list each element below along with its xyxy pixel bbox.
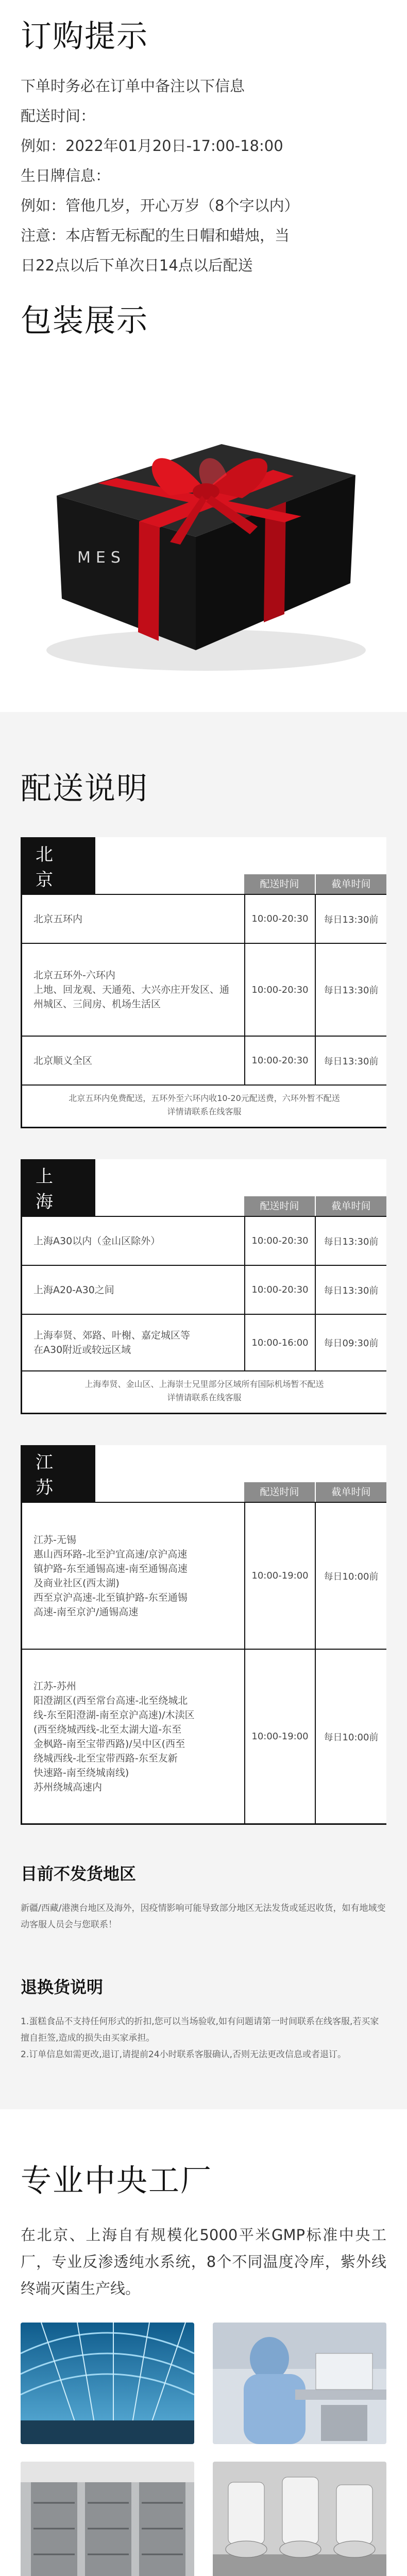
area-cell: 江苏-苏州 阳澄湖区(西至常台高速-北至绕城北 线-东至阳澄湖-南至京沪高速)/木渎区 (西至绕城西线-北至太湖大道-东至 金枫路-南至宝带西路)/吴中区(西至 绕城西线-北至宝带西路-东至友新 快速路-南至绕城南线) 苏州绕城高速内 (22, 1650, 245, 1823)
column-header-time: 配送时间 (244, 874, 315, 894)
packaging-section (0, 280, 407, 712)
gift-box-image (0, 341, 407, 712)
table-row (22, 1503, 386, 1650)
refund-item: 2.订单信息如需更改,退订,请提前24小时联系客服确认,否则无法更改信息或者退订。 (21, 2049, 347, 2060)
city-note: 北京五环内免费配送，五环外至六环内收10-20元配送费，六环外暂不配送 详情请联系在线客服 (22, 1086, 386, 1128)
table-row (22, 1037, 386, 1086)
order-tip-line: 下单时务必在订单中备注以下信息 (21, 77, 245, 95)
table-row (22, 1266, 386, 1315)
city-header (22, 837, 386, 895)
factory-roof-photo (21, 2323, 194, 2444)
order-tip-line: 生日牌信息： (21, 167, 111, 184)
order-tip-line: 配送时间： (21, 107, 96, 125)
area-cell: 北京五环内 (22, 895, 245, 943)
area-cell: 江苏-无锡 惠山西环路-北至沪宜高速/京沪高速 镇护路-东至通锡高速-南至通锡高速 及商业社区(西太湖) 西至京沪高速-北至镇护路-东至通锡 高速-南至京沪/通锡高速 (22, 1503, 245, 1649)
city-block-beijing (21, 837, 386, 1128)
factory-description: 在北京、上海自有规模化5000平米GMP标准中央工厂，专业反渗透纯水系统，8个不同温度冷库，紫外线终端灭菌生产线。 (21, 2226, 386, 2297)
area-cell: 北京顺义全区 (22, 1037, 245, 1084)
delivery-section (0, 712, 407, 2109)
city-block-shanghai (21, 1159, 386, 1414)
table-row (22, 944, 386, 1037)
order-tip-line: 例如：管他几岁，开心万岁（8个字以内） (21, 197, 299, 214)
cutoff-cell: 每日13:30前 (324, 914, 379, 925)
cutoff-cell: 每日13:30前 (324, 1056, 379, 1067)
city-name: 上海 (22, 1159, 95, 1216)
area-cell: 上海奉贤、郊路、叶榭、嘉定城区等 在A30附近或较远区域 (22, 1315, 245, 1370)
column-header-cutoff: 截单时间 (316, 1196, 386, 1216)
cutoff-cell: 每日10:00前 (324, 1571, 379, 1582)
order-tip-line: 日22点以后下单次日14点以后配送 (21, 257, 253, 274)
order-tip-line: 例如：2022年01月20日-17:00-18:00 (21, 137, 283, 155)
area-cell: 上海A30以内（金山区除外） (22, 1217, 245, 1265)
order-tips-title: 订购提示 (21, 19, 148, 55)
table-row (22, 1315, 386, 1371)
column-header-cutoff: 截单时间 (316, 874, 386, 894)
no-delivery-block (21, 1861, 386, 1933)
oven-racks-photo (21, 2462, 194, 2576)
time-cell: 10:00-19:00 (245, 1650, 316, 1823)
refund-item: 1.蛋糕食品不支持任何形式的折扣,您可以当场验收,如有问题请第一时间联系在线客服,若买家擅自拒签,造成的损失由买家承担。 (21, 2016, 379, 2043)
time-cell: 10:00-20:30 (245, 1266, 316, 1314)
refund-block (21, 1974, 386, 2063)
no-delivery-title: 目前不发货地区 (21, 1864, 137, 1884)
time-cell: 10:00-16:00 (245, 1315, 316, 1370)
city-name: 北京 (22, 837, 95, 894)
column-header-time: 配送时间 (244, 1482, 315, 1502)
order-tips-section (0, 0, 407, 280)
cutoff-cell: 每日09:30前 (324, 1338, 379, 1349)
time-cell: 10:00-20:30 (245, 1037, 316, 1084)
factory-title: 专业中央工厂 (21, 2163, 212, 2199)
column-header-time: 配送时间 (244, 1196, 315, 1216)
cutoff-cell: 每日13:30前 (324, 985, 379, 996)
city-name: 江苏 (22, 1445, 95, 1502)
cutoff-cell: 每日10:00前 (324, 1732, 379, 1743)
city-block-jiangsu (21, 1445, 386, 1825)
delivery-title: 配送说明 (21, 771, 148, 807)
no-delivery-text: 新疆/西藏/港澳台地区及海外，因疫情影响可能导致部分地区无法发货或延迟收货，如有地域变动客服人员会与您联系！ (21, 1903, 386, 1930)
refund-title: 退换货说明 (21, 1977, 104, 1997)
mixers-photo (213, 2462, 386, 2576)
factory-photo-grid (21, 2323, 386, 2576)
order-tips-lines (21, 71, 386, 280)
city-header (22, 1445, 386, 1503)
city-header (22, 1159, 386, 1217)
area-cell: 上海A20-A30之间 (22, 1266, 245, 1314)
time-cell: 10:00-20:30 (245, 1217, 316, 1265)
time-cell: 10:00-19:00 (245, 1503, 316, 1649)
table-row (22, 1217, 386, 1266)
column-header-cutoff: 截单时间 (316, 1482, 386, 1502)
packaging-title: 包装展示 (21, 303, 148, 339)
cutoff-cell: 每日13:30前 (324, 1236, 379, 1247)
box-logo: MES (77, 549, 126, 567)
area-cell: 北京五环外-六环内 上地、回龙观、天通苑、大兴亦庄开发区、通州城区、三间房、机场生活区 (22, 944, 245, 1036)
city-note: 上海奉贤、金山区、上海崇士兄里部分区域所有国际机场暂不配送 详情请联系在线客服 (22, 1371, 386, 1414)
cutoff-cell: 每日13:30前 (324, 1285, 379, 1296)
time-cell: 10:00-20:30 (245, 895, 316, 943)
time-cell: 10:00-20:30 (245, 944, 316, 1036)
factory-section (0, 2109, 407, 2576)
table-row (22, 895, 386, 944)
worker-lab-photo (213, 2323, 386, 2444)
table-row (22, 1650, 386, 1825)
order-tip-line: 注意：本店暂无标配的生日帽和蜡烛，当 (21, 227, 290, 244)
